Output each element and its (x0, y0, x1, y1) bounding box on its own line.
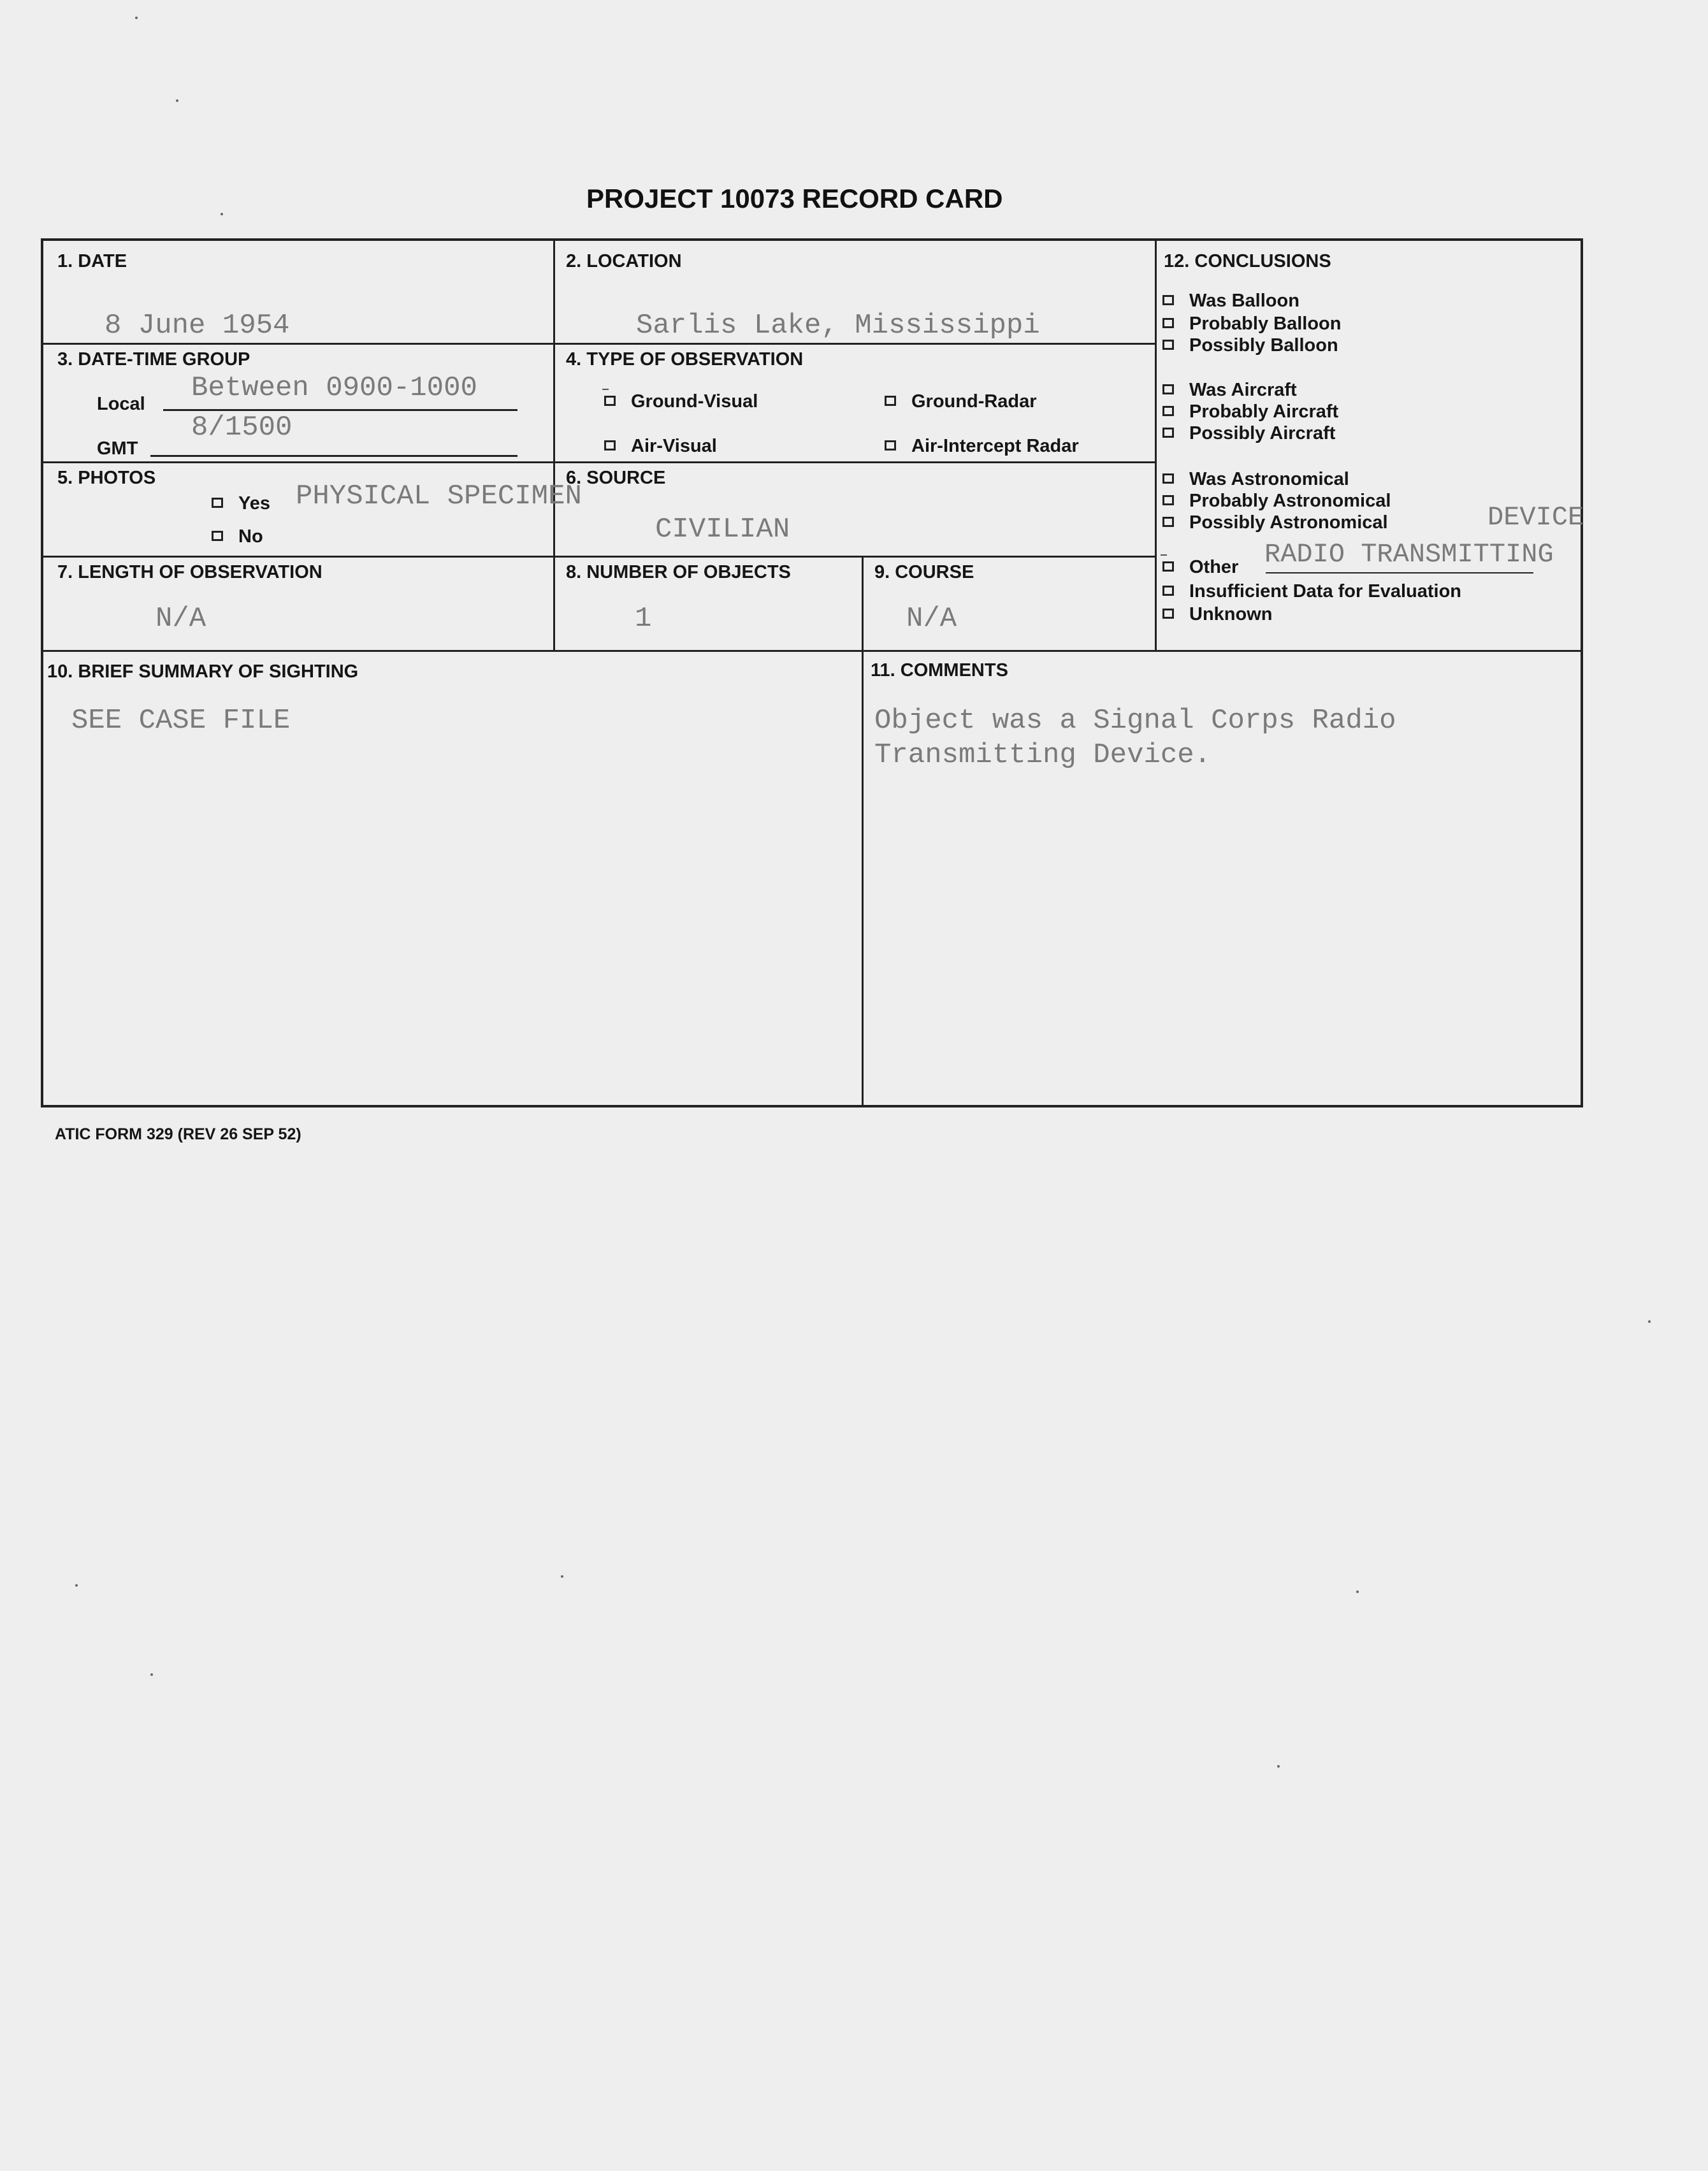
form-number: ATIC FORM 329 (REV 26 SEP 52) (55, 1125, 301, 1143)
other-value: RADIO TRANSMITTING (1264, 539, 1554, 570)
col-divider-3 (1155, 241, 1157, 651)
row-divider-4 (43, 650, 1583, 652)
source-label: 6. SOURCE (566, 468, 666, 488)
checkbox-icon (1162, 495, 1174, 505)
row-divider-1 (43, 343, 1155, 345)
local-label: Local (97, 394, 145, 414)
scan-speck (176, 99, 178, 102)
checkbox-icon (1162, 406, 1174, 416)
scan-speck (150, 1673, 153, 1676)
scan-speck (1277, 1765, 1280, 1768)
conclusion-probably-astronomical[interactable]: Probably Astronomical (1162, 491, 1391, 512)
checkbox-icon (1162, 318, 1174, 328)
scan-speck (561, 1575, 563, 1578)
conclusion-possibly-astronomical[interactable]: Possibly Astronomical (1162, 512, 1388, 533)
brief-summary-value: SEE CASE FILE (71, 705, 291, 737)
conclusion-unknown[interactable]: Unknown (1162, 604, 1273, 625)
conclusion-possibly-balloon[interactable]: Possibly Balloon (1162, 335, 1338, 356)
local-underline (163, 409, 517, 411)
gmt-label: GMT (97, 438, 138, 459)
length-label: 7. LENGTH OF OBSERVATION (57, 562, 322, 582)
scan-speck (1648, 1320, 1651, 1323)
date-label: 1. DATE (57, 251, 127, 271)
option-ground-radar[interactable]: Ground-Radar (885, 391, 1037, 412)
checkbox-icon (1162, 561, 1174, 572)
date-time-group-label: 3. DATE-TIME GROUP (57, 349, 250, 370)
course-label: 9. COURSE (874, 562, 974, 582)
checkbox-icon (604, 440, 616, 451)
other-underline (1266, 572, 1533, 573)
conclusion-probably-balloon[interactable]: Probably Balloon (1162, 314, 1341, 335)
checkbox-icon (212, 498, 223, 508)
col-divider-2 (862, 556, 864, 1106)
checkbox-icon (604, 396, 616, 406)
location-value: Sarlis Lake, Mississippi (636, 310, 1040, 342)
checkbox-icon (885, 440, 896, 451)
comments-line-1: Object was a Signal Corps Radio (874, 705, 1396, 737)
type-of-observation-label: 4. TYPE OF OBSERVATION (566, 349, 804, 370)
col-divider-1 (553, 241, 555, 651)
checkbox-icon (1162, 295, 1174, 305)
option-air-intercept-radar[interactable]: Air-Intercept Radar (885, 436, 1079, 457)
checkbox-icon (1162, 586, 1174, 596)
date-value: 8 June 1954 (105, 310, 290, 342)
option-air-visual[interactable]: Air-Visual (604, 436, 717, 457)
conclusion-was-astronomical[interactable]: Was Astronomical (1162, 469, 1349, 490)
conclusion-was-balloon[interactable]: Was Balloon (1162, 291, 1299, 312)
row-divider-2 (43, 461, 1155, 463)
comments-line-2: Transmitting Device. (874, 739, 1212, 771)
checkbox-icon (1162, 340, 1174, 350)
option-ground-visual[interactable]: Ground-Visual (604, 391, 758, 412)
record-card (41, 238, 1583, 1107)
comments-label: 11. COMMENTS (871, 660, 1008, 681)
local-value: Between 0900-1000 (191, 372, 477, 404)
gmt-underline (150, 455, 517, 457)
gmt-value: 8/1500 (191, 412, 293, 444)
scan-speck (1356, 1590, 1359, 1593)
checkbox-icon (1162, 517, 1174, 527)
conclusion-insufficient-data[interactable]: Insufficient Data for Evaluation (1162, 581, 1461, 602)
length-value: N/A (156, 603, 206, 635)
checkbox-icon (1162, 428, 1174, 438)
conclusion-possibly-aircraft[interactable]: Possibly Aircraft (1162, 423, 1335, 444)
source-value: CIVILIAN (655, 514, 790, 545)
row-divider-3 (43, 556, 1155, 558)
location-label: 2. LOCATION (566, 251, 682, 271)
number-of-objects-label: 8. NUMBER OF OBJECTS (566, 562, 791, 582)
photos-note: PHYSICAL SPECIMEN (296, 480, 582, 512)
number-of-objects-value: 1 (635, 603, 652, 635)
checkbox-icon (212, 531, 223, 541)
checkbox-icon (1162, 609, 1174, 619)
conclusion-was-aircraft[interactable]: Was Aircraft (1162, 380, 1297, 401)
checkbox-icon (1162, 384, 1174, 394)
card-title: PROJECT 10073 RECORD CARD (586, 184, 1003, 213)
scan-speck (221, 213, 223, 215)
photos-no[interactable]: No (212, 526, 263, 547)
conclusion-probably-aircraft[interactable]: Probably Aircraft (1162, 401, 1338, 422)
scan-speck (75, 1584, 78, 1587)
conclusion-other[interactable]: Other (1162, 557, 1238, 578)
other-value-device: DEVICE (1487, 502, 1584, 533)
brief-summary-label: 10. BRIEF SUMMARY OF SIGHTING (47, 661, 359, 682)
course-value: N/A (906, 603, 957, 635)
scan-speck (135, 17, 138, 19)
conclusions-label: 12. CONCLUSIONS (1164, 251, 1331, 271)
checkbox-icon (1162, 473, 1174, 484)
photos-label: 5. PHOTOS (57, 468, 156, 488)
checkbox-icon (885, 396, 896, 406)
photos-yes[interactable]: Yes (212, 493, 270, 514)
